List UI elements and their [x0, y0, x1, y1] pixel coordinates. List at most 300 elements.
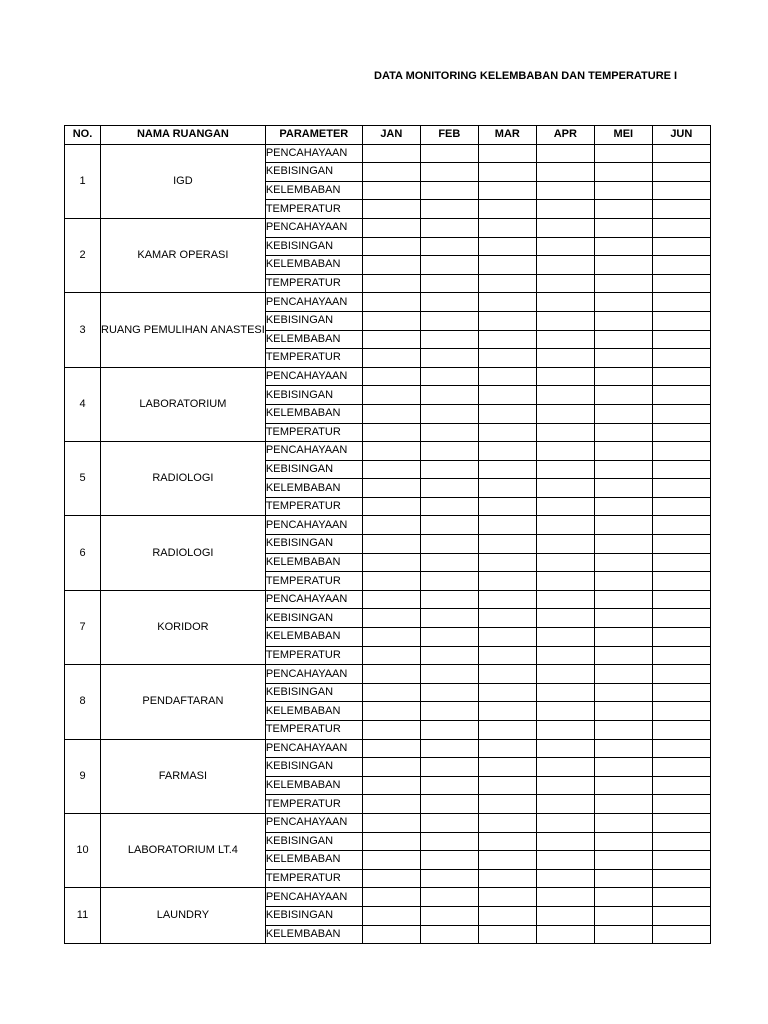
value-cell-jun[interactable] [652, 144, 710, 163]
parameter-cell: PENCAHAYAAN [265, 367, 362, 386]
value-cell-apr[interactable] [536, 311, 594, 330]
value-cell-mei[interactable] [594, 274, 652, 293]
value-cell-apr[interactable] [536, 274, 594, 293]
room-name-cell: LABORATORIUM LT.4 [101, 813, 266, 887]
value-cell-mar[interactable] [478, 758, 536, 777]
value-cell-feb[interactable] [420, 479, 478, 498]
value-cell-jun[interactable] [652, 925, 710, 944]
value-cell-mei[interactable] [594, 349, 652, 368]
value-cell-jan[interactable] [362, 628, 420, 647]
value-cell-mar[interactable] [478, 795, 536, 814]
value-cell-apr[interactable] [536, 293, 594, 312]
value-cell-apr[interactable] [536, 590, 594, 609]
value-cell-feb[interactable] [420, 349, 478, 368]
value-cell-feb[interactable] [420, 646, 478, 665]
value-cell-mar[interactable] [478, 200, 536, 219]
header-month-jun: JUN [652, 126, 710, 145]
value-cell-mar[interactable] [478, 293, 536, 312]
value-cell-jan[interactable] [362, 181, 420, 200]
value-cell-jun[interactable] [652, 813, 710, 832]
value-cell-apr[interactable] [536, 497, 594, 516]
room-number-cell: 6 [65, 516, 101, 590]
value-cell-apr[interactable] [536, 646, 594, 665]
value-cell-mei[interactable] [594, 460, 652, 479]
value-cell-mar[interactable] [478, 516, 536, 535]
value-cell-feb[interactable] [420, 423, 478, 442]
value-cell-apr[interactable] [536, 628, 594, 647]
parameter-cell: TEMPERATUR [265, 869, 362, 888]
document-title: DATA MONITORING KELEMBABAN DAN TEMPERATURE I [374, 70, 678, 82]
value-cell-apr[interactable] [536, 758, 594, 777]
value-cell-jun[interactable] [652, 163, 710, 182]
value-cell-jun[interactable] [652, 888, 710, 907]
value-cell-mei[interactable] [594, 404, 652, 423]
value-cell-feb[interactable] [420, 776, 478, 795]
value-cell-mar[interactable] [478, 349, 536, 368]
value-cell-mar[interactable] [478, 646, 536, 665]
value-cell-jun[interactable] [652, 460, 710, 479]
value-cell-jan[interactable] [362, 479, 420, 498]
room-number-cell: 5 [65, 442, 101, 516]
value-cell-jan[interactable] [362, 311, 420, 330]
value-cell-apr[interactable] [536, 683, 594, 702]
room-number-cell: 4 [65, 367, 101, 441]
value-cell-feb[interactable] [420, 739, 478, 758]
value-cell-mei[interactable] [594, 739, 652, 758]
value-cell-jan[interactable] [362, 572, 420, 591]
value-cell-feb[interactable] [420, 256, 478, 275]
value-cell-mei[interactable] [594, 311, 652, 330]
value-cell-mar[interactable] [478, 479, 536, 498]
value-cell-mei[interactable] [594, 553, 652, 572]
value-cell-mei[interactable] [594, 646, 652, 665]
header-room: NAMA RUANGAN [101, 126, 266, 145]
value-cell-mar[interactable] [478, 851, 536, 870]
value-cell-jun[interactable] [652, 330, 710, 349]
value-cell-mei[interactable] [594, 181, 652, 200]
value-cell-mar[interactable] [478, 628, 536, 647]
value-cell-feb[interactable] [420, 200, 478, 219]
value-cell-mar[interactable] [478, 163, 536, 182]
value-cell-mar[interactable] [478, 535, 536, 554]
value-cell-mei[interactable] [594, 442, 652, 461]
parameter-cell: KEBISINGAN [265, 311, 362, 330]
value-cell-jun[interactable] [652, 479, 710, 498]
value-cell-jun[interactable] [652, 442, 710, 461]
value-cell-feb[interactable] [420, 702, 478, 721]
value-cell-jan[interactable] [362, 683, 420, 702]
value-cell-apr[interactable] [536, 367, 594, 386]
value-cell-feb[interactable] [420, 367, 478, 386]
value-cell-jan[interactable] [362, 776, 420, 795]
value-cell-mar[interactable] [478, 553, 536, 572]
room-name-cell: KORIDOR [101, 590, 266, 664]
value-cell-feb[interactable] [420, 906, 478, 925]
value-cell-apr[interactable] [536, 516, 594, 535]
value-cell-jun[interactable] [652, 721, 710, 740]
value-cell-apr[interactable] [536, 386, 594, 405]
value-cell-feb[interactable] [420, 274, 478, 293]
value-cell-mei[interactable] [594, 832, 652, 851]
value-cell-jan[interactable] [362, 813, 420, 832]
value-cell-mar[interactable] [478, 721, 536, 740]
value-cell-jun[interactable] [652, 739, 710, 758]
value-cell-jan[interactable] [362, 367, 420, 386]
value-cell-feb[interactable] [420, 460, 478, 479]
value-cell-jun[interactable] [652, 758, 710, 777]
parameter-cell: KELEMBABAN [265, 776, 362, 795]
value-cell-jun[interactable] [652, 776, 710, 795]
value-cell-mar[interactable] [478, 442, 536, 461]
value-cell-mar[interactable] [478, 813, 536, 832]
value-cell-mar[interactable] [478, 925, 536, 944]
value-cell-mei[interactable] [594, 330, 652, 349]
value-cell-apr[interactable] [536, 665, 594, 684]
value-cell-jan[interactable] [362, 739, 420, 758]
value-cell-feb[interactable] [420, 851, 478, 870]
value-cell-apr[interactable] [536, 330, 594, 349]
value-cell-jan[interactable] [362, 218, 420, 237]
value-cell-apr[interactable] [536, 163, 594, 182]
value-cell-jun[interactable] [652, 590, 710, 609]
value-cell-jun[interactable] [652, 404, 710, 423]
parameter-cell: TEMPERATUR [265, 349, 362, 368]
parameter-cell: KEBISINGAN [265, 237, 362, 256]
value-cell-jan[interactable] [362, 256, 420, 275]
value-cell-apr[interactable] [536, 553, 594, 572]
value-cell-jun[interactable] [652, 832, 710, 851]
value-cell-feb[interactable] [420, 553, 478, 572]
value-cell-apr[interactable] [536, 218, 594, 237]
value-cell-feb[interactable] [420, 813, 478, 832]
value-cell-mei[interactable] [594, 163, 652, 182]
value-cell-mei[interactable] [594, 869, 652, 888]
value-cell-mar[interactable] [478, 460, 536, 479]
value-cell-mei[interactable] [594, 609, 652, 628]
value-cell-jan[interactable] [362, 535, 420, 554]
value-cell-feb[interactable] [420, 888, 478, 907]
value-cell-feb[interactable] [420, 869, 478, 888]
value-cell-mei[interactable] [594, 497, 652, 516]
value-cell-jun[interactable] [652, 349, 710, 368]
value-cell-mei[interactable] [594, 925, 652, 944]
value-cell-mei[interactable] [594, 144, 652, 163]
value-cell-mar[interactable] [478, 144, 536, 163]
value-cell-mei[interactable] [594, 683, 652, 702]
value-cell-jan[interactable] [362, 442, 420, 461]
room-number-cell: 11 [65, 888, 101, 944]
value-cell-mar[interactable] [478, 330, 536, 349]
value-cell-jun[interactable] [652, 609, 710, 628]
value-cell-jun[interactable] [652, 311, 710, 330]
table-row [65, 739, 711, 758]
value-cell-jan[interactable] [362, 888, 420, 907]
value-cell-jan[interactable] [362, 721, 420, 740]
value-cell-mei[interactable] [594, 386, 652, 405]
value-cell-mei[interactable] [594, 423, 652, 442]
value-cell-jun[interactable] [652, 683, 710, 702]
parameter-cell: KELEMBABAN [265, 702, 362, 721]
value-cell-mar[interactable] [478, 906, 536, 925]
value-cell-apr[interactable] [536, 237, 594, 256]
value-cell-mei[interactable] [594, 590, 652, 609]
value-cell-jan[interactable] [362, 795, 420, 814]
parameter-cell: TEMPERATUR [265, 646, 362, 665]
value-cell-mei[interactable] [594, 293, 652, 312]
value-cell-jun[interactable] [652, 237, 710, 256]
header-month-mei: MEI [594, 126, 652, 145]
value-cell-jan[interactable] [362, 349, 420, 368]
value-cell-jan[interactable] [362, 758, 420, 777]
value-cell-mar[interactable] [478, 423, 536, 442]
value-cell-apr[interactable] [536, 832, 594, 851]
value-cell-jun[interactable] [652, 497, 710, 516]
value-cell-apr[interactable] [536, 349, 594, 368]
value-cell-jun[interactable] [652, 256, 710, 275]
value-cell-jan[interactable] [362, 293, 420, 312]
value-cell-feb[interactable] [420, 218, 478, 237]
value-cell-feb[interactable] [420, 590, 478, 609]
value-cell-jan[interactable] [362, 497, 420, 516]
value-cell-mei[interactable] [594, 572, 652, 591]
value-cell-apr[interactable] [536, 869, 594, 888]
parameter-cell: PENCAHAYAAN [265, 888, 362, 907]
value-cell-apr[interactable] [536, 181, 594, 200]
value-cell-feb[interactable] [420, 237, 478, 256]
value-cell-mei[interactable] [594, 200, 652, 219]
value-cell-mei[interactable] [594, 906, 652, 925]
value-cell-feb[interactable] [420, 386, 478, 405]
value-cell-mei[interactable] [594, 721, 652, 740]
value-cell-mar[interactable] [478, 218, 536, 237]
value-cell-apr[interactable] [536, 256, 594, 275]
parameter-cell: TEMPERATUR [265, 795, 362, 814]
room-number-cell: 9 [65, 739, 101, 813]
value-cell-mei[interactable] [594, 218, 652, 237]
value-cell-mei[interactable] [594, 888, 652, 907]
value-cell-mar[interactable] [478, 665, 536, 684]
value-cell-mar[interactable] [478, 367, 536, 386]
value-cell-feb[interactable] [420, 330, 478, 349]
value-cell-jan[interactable] [362, 869, 420, 888]
value-cell-jan[interactable] [362, 330, 420, 349]
value-cell-jun[interactable] [652, 200, 710, 219]
value-cell-feb[interactable] [420, 516, 478, 535]
value-cell-jan[interactable] [362, 646, 420, 665]
value-cell-jun[interactable] [652, 516, 710, 535]
value-cell-mar[interactable] [478, 256, 536, 275]
value-cell-jun[interactable] [652, 367, 710, 386]
value-cell-jan[interactable] [362, 163, 420, 182]
value-cell-jun[interactable] [652, 423, 710, 442]
value-cell-feb[interactable] [420, 311, 478, 330]
value-cell-mar[interactable] [478, 869, 536, 888]
value-cell-feb[interactable] [420, 181, 478, 200]
value-cell-jun[interactable] [652, 646, 710, 665]
value-cell-mar[interactable] [478, 683, 536, 702]
value-cell-mar[interactable] [478, 590, 536, 609]
value-cell-mar[interactable] [478, 237, 536, 256]
value-cell-apr[interactable] [536, 739, 594, 758]
value-cell-mar[interactable] [478, 181, 536, 200]
value-cell-apr[interactable] [536, 721, 594, 740]
value-cell-jun[interactable] [652, 665, 710, 684]
value-cell-jan[interactable] [362, 460, 420, 479]
value-cell-feb[interactable] [420, 163, 478, 182]
room-name-cell: IGD [101, 144, 266, 218]
value-cell-mei[interactable] [594, 702, 652, 721]
value-cell-jun[interactable] [652, 628, 710, 647]
parameter-cell: KELEMBABAN [265, 479, 362, 498]
value-cell-mei[interactable] [594, 795, 652, 814]
value-cell-apr[interactable] [536, 813, 594, 832]
value-cell-jun[interactable] [652, 702, 710, 721]
value-cell-jun[interactable] [652, 906, 710, 925]
value-cell-feb[interactable] [420, 497, 478, 516]
value-cell-mar[interactable] [478, 386, 536, 405]
value-cell-apr[interactable] [536, 144, 594, 163]
value-cell-jun[interactable] [652, 553, 710, 572]
value-cell-feb[interactable] [420, 442, 478, 461]
value-cell-jan[interactable] [362, 237, 420, 256]
value-cell-jan[interactable] [362, 423, 420, 442]
value-cell-jan[interactable] [362, 553, 420, 572]
value-cell-jan[interactable] [362, 590, 420, 609]
value-cell-jan[interactable] [362, 516, 420, 535]
value-cell-feb[interactable] [420, 404, 478, 423]
value-cell-jan[interactable] [362, 274, 420, 293]
value-cell-feb[interactable] [420, 628, 478, 647]
parameter-cell: KELEMBABAN [265, 553, 362, 572]
value-cell-jan[interactable] [362, 925, 420, 944]
value-cell-mei[interactable] [594, 237, 652, 256]
value-cell-mei[interactable] [594, 535, 652, 554]
value-cell-mei[interactable] [594, 851, 652, 870]
parameter-cell: PENCAHAYAAN [265, 813, 362, 832]
value-cell-apr[interactable] [536, 925, 594, 944]
parameter-cell: KEBISINGAN [265, 163, 362, 182]
value-cell-apr[interactable] [536, 609, 594, 628]
value-cell-jun[interactable] [652, 535, 710, 554]
parameter-cell: PENCAHAYAAN [265, 739, 362, 758]
value-cell-jun[interactable] [652, 181, 710, 200]
value-cell-mar[interactable] [478, 497, 536, 516]
value-cell-jun[interactable] [652, 572, 710, 591]
value-cell-jan[interactable] [362, 702, 420, 721]
value-cell-feb[interactable] [420, 683, 478, 702]
value-cell-jun[interactable] [652, 869, 710, 888]
value-cell-mei[interactable] [594, 776, 652, 795]
value-cell-jan[interactable] [362, 906, 420, 925]
value-cell-mei[interactable] [594, 516, 652, 535]
value-cell-apr[interactable] [536, 442, 594, 461]
table-row [65, 367, 711, 386]
value-cell-jun[interactable] [652, 274, 710, 293]
value-cell-apr[interactable] [536, 200, 594, 219]
value-cell-apr[interactable] [536, 776, 594, 795]
room-name-cell: LAUNDRY [101, 888, 266, 944]
value-cell-apr[interactable] [536, 888, 594, 907]
value-cell-mar[interactable] [478, 702, 536, 721]
value-cell-jan[interactable] [362, 609, 420, 628]
value-cell-mar[interactable] [478, 776, 536, 795]
room-name-cell: KAMAR OPERASI [101, 218, 266, 292]
value-cell-mei[interactable] [594, 813, 652, 832]
value-cell-feb[interactable] [420, 144, 478, 163]
value-cell-mei[interactable] [594, 628, 652, 647]
value-cell-mei[interactable] [594, 665, 652, 684]
value-cell-feb[interactable] [420, 758, 478, 777]
value-cell-feb[interactable] [420, 293, 478, 312]
value-cell-feb[interactable] [420, 925, 478, 944]
value-cell-jun[interactable] [652, 293, 710, 312]
parameter-cell: PENCAHAYAAN [265, 590, 362, 609]
parameter-cell: TEMPERATUR [265, 721, 362, 740]
value-cell-jan[interactable] [362, 200, 420, 219]
value-cell-feb[interactable] [420, 609, 478, 628]
room-name-cell: RADIOLOGI [101, 442, 266, 516]
value-cell-mei[interactable] [594, 479, 652, 498]
value-cell-mei[interactable] [594, 367, 652, 386]
value-cell-jun[interactable] [652, 851, 710, 870]
room-number-cell: 10 [65, 813, 101, 887]
value-cell-jun[interactable] [652, 218, 710, 237]
value-cell-feb[interactable] [420, 535, 478, 554]
value-cell-mei[interactable] [594, 256, 652, 275]
value-cell-apr[interactable] [536, 906, 594, 925]
value-cell-jun[interactable] [652, 386, 710, 405]
value-cell-apr[interactable] [536, 795, 594, 814]
value-cell-feb[interactable] [420, 572, 478, 591]
value-cell-mar[interactable] [478, 274, 536, 293]
value-cell-mar[interactable] [478, 739, 536, 758]
value-cell-jan[interactable] [362, 144, 420, 163]
value-cell-mar[interactable] [478, 609, 536, 628]
value-cell-apr[interactable] [536, 404, 594, 423]
parameter-cell: KELEMBABAN [265, 181, 362, 200]
value-cell-mar[interactable] [478, 888, 536, 907]
value-cell-apr[interactable] [536, 851, 594, 870]
value-cell-apr[interactable] [536, 702, 594, 721]
parameter-cell: PENCAHAYAAN [265, 144, 362, 163]
value-cell-apr[interactable] [536, 460, 594, 479]
room-name-cell: RUANG PEMULIHAN ANASTESI [101, 293, 266, 367]
value-cell-jan[interactable] [362, 386, 420, 405]
value-cell-apr[interactable] [536, 479, 594, 498]
value-cell-mar[interactable] [478, 311, 536, 330]
value-cell-mar[interactable] [478, 832, 536, 851]
value-cell-mar[interactable] [478, 572, 536, 591]
value-cell-feb[interactable] [420, 795, 478, 814]
value-cell-feb[interactable] [420, 832, 478, 851]
value-cell-apr[interactable] [536, 535, 594, 554]
value-cell-jun[interactable] [652, 795, 710, 814]
value-cell-feb[interactable] [420, 721, 478, 740]
parameter-cell: KEBISINGAN [265, 460, 362, 479]
value-cell-jan[interactable] [362, 832, 420, 851]
value-cell-jan[interactable] [362, 665, 420, 684]
value-cell-jan[interactable] [362, 851, 420, 870]
parameter-cell: PENCAHAYAAN [265, 665, 362, 684]
table-body [65, 144, 711, 944]
value-cell-apr[interactable] [536, 572, 594, 591]
value-cell-feb[interactable] [420, 665, 478, 684]
value-cell-mei[interactable] [594, 758, 652, 777]
room-number-cell: 2 [65, 218, 101, 292]
value-cell-apr[interactable] [536, 423, 594, 442]
value-cell-jan[interactable] [362, 404, 420, 423]
value-cell-mar[interactable] [478, 404, 536, 423]
